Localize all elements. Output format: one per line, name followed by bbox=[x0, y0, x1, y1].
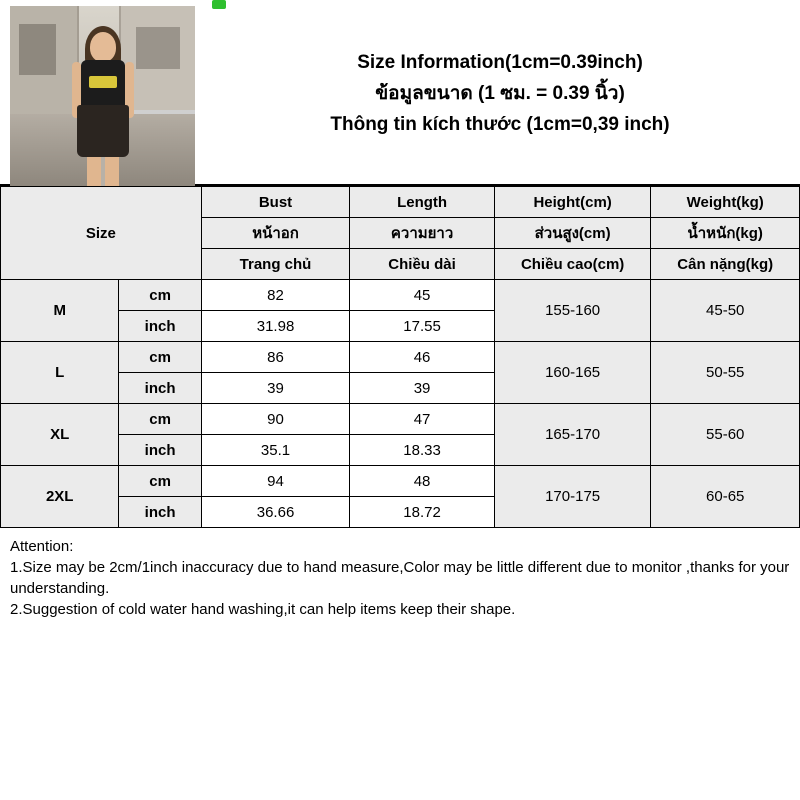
photo-building-left bbox=[10, 6, 79, 118]
attention-line-1: 1.Size may be 2cm/1inch inaccuracy due to hand measure,Color may be little different due to monitor ,thanks for your understanding. bbox=[10, 559, 790, 597]
row-bust-inch-m: 31.98 bbox=[201, 311, 350, 342]
header-weight-th: น้ำหนัก(kg) bbox=[651, 218, 800, 249]
row-height-l: 160-165 bbox=[494, 342, 651, 404]
row-bust-cm-xl: 90 bbox=[201, 404, 350, 435]
attention-block bbox=[0, 528, 800, 620]
row-height-m: 155-160 bbox=[494, 280, 651, 342]
attention-heading: Attention: bbox=[10, 538, 74, 555]
row-bust-cm-m: 82 bbox=[201, 280, 350, 311]
header-height-en: Height(cm) bbox=[494, 187, 651, 218]
row-height-xl: 165-170 bbox=[494, 404, 651, 466]
header-length-th: ความยาว bbox=[350, 218, 495, 249]
title-block bbox=[200, 0, 800, 186]
row-length-cm-l: 46 bbox=[350, 342, 495, 373]
row-length-cm-m: 45 bbox=[350, 280, 495, 311]
table-row bbox=[1, 342, 800, 373]
row-unit-inch-m: inch bbox=[119, 311, 201, 342]
row-length-cm-2xl: 48 bbox=[350, 466, 495, 497]
row-length-inch-xl: 18.33 bbox=[350, 435, 495, 466]
row-length-inch-2xl: 18.72 bbox=[350, 497, 495, 528]
row-unit-cm-xl: cm bbox=[119, 404, 201, 435]
table-row bbox=[1, 404, 800, 435]
row-length-cm-xl: 47 bbox=[350, 404, 495, 435]
header-size-cell: Size bbox=[1, 187, 202, 280]
row-bust-cm-l: 86 bbox=[201, 342, 350, 373]
row-size-m: M bbox=[1, 280, 119, 342]
photo-model-top-print bbox=[89, 76, 117, 88]
photo-model-legs bbox=[87, 154, 119, 186]
header-height-th: ส่วนสูง(cm) bbox=[494, 218, 651, 249]
row-unit-inch-l: inch bbox=[119, 373, 201, 404]
size-table bbox=[0, 186, 800, 528]
table-row bbox=[1, 466, 800, 497]
photo-model-top bbox=[81, 60, 125, 108]
row-unit-cm-2xl: cm bbox=[119, 466, 201, 497]
header-weight-vi: Cân nặng(kg) bbox=[651, 249, 800, 280]
row-weight-2xl: 60-65 bbox=[651, 466, 800, 528]
header-length-en: Length bbox=[350, 187, 495, 218]
row-weight-l: 50-55 bbox=[651, 342, 800, 404]
row-height-2xl: 170-175 bbox=[494, 466, 651, 528]
row-size-xl: XL bbox=[1, 404, 119, 466]
row-size-2xl: 2XL bbox=[1, 466, 119, 528]
row-length-inch-l: 39 bbox=[350, 373, 495, 404]
row-size-l: L bbox=[1, 342, 119, 404]
row-weight-xl: 55-60 bbox=[651, 404, 800, 466]
row-bust-inch-xl: 35.1 bbox=[201, 435, 350, 466]
attention-line-2: 2.Suggestion of cold water hand washing,it can help items keep their shape. bbox=[10, 601, 516, 618]
row-weight-m: 45-50 bbox=[651, 280, 800, 342]
header-height-vi: Chiều cao(cm) bbox=[494, 249, 651, 280]
row-unit-inch-2xl: inch bbox=[119, 497, 201, 528]
header-length-vi: Chiều dài bbox=[350, 249, 495, 280]
title-line-vi: Thông tin kích thước (1cm=0,39 inch) bbox=[330, 113, 670, 135]
row-length-inch-m: 17.55 bbox=[350, 311, 495, 342]
table-row bbox=[1, 280, 800, 311]
header bbox=[0, 0, 800, 186]
title-line-th: ข้อมูลขนาด (1 ซม. = 0.39 นิ้ว) bbox=[375, 82, 625, 104]
row-unit-inch-xl: inch bbox=[119, 435, 201, 466]
row-unit-cm-m: cm bbox=[119, 280, 201, 311]
photo-model-skirt bbox=[77, 105, 129, 157]
header-bust-th: หน้าอก bbox=[201, 218, 350, 249]
table-header-row-en bbox=[1, 187, 800, 218]
row-bust-inch-l: 39 bbox=[201, 373, 350, 404]
title-line-en: Size Information(1cm=0.39inch) bbox=[357, 51, 643, 73]
header-bust-vi: Trang chủ bbox=[201, 249, 350, 280]
row-bust-cm-2xl: 94 bbox=[201, 466, 350, 497]
row-bust-inch-2xl: 36.66 bbox=[201, 497, 350, 528]
row-unit-cm-l: cm bbox=[119, 342, 201, 373]
header-bust-en: Bust bbox=[201, 187, 350, 218]
header-weight-en: Weight(kg) bbox=[651, 187, 800, 218]
model-photo bbox=[10, 6, 195, 186]
photo-model-head bbox=[90, 32, 116, 62]
